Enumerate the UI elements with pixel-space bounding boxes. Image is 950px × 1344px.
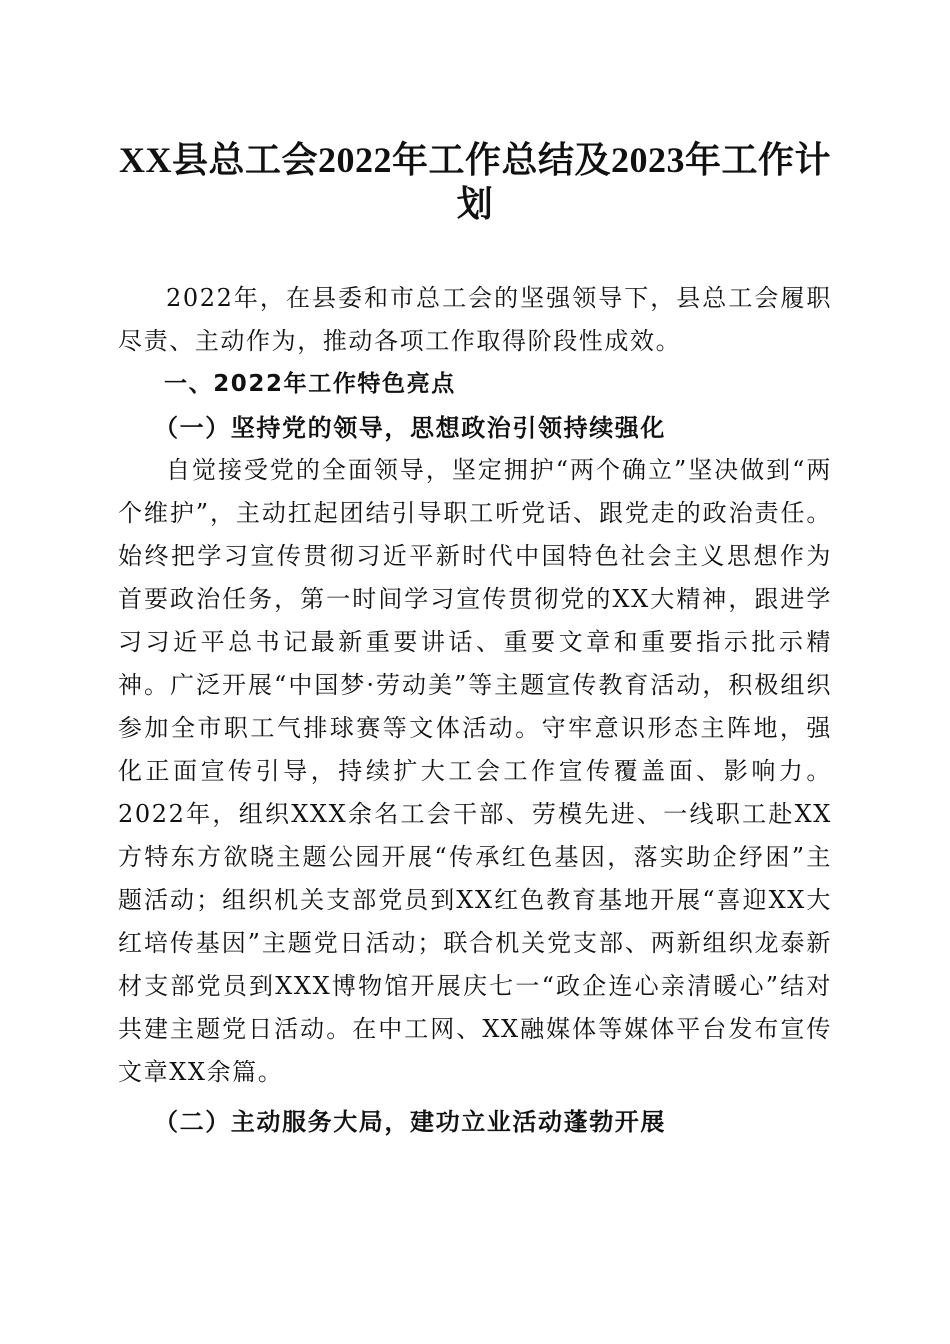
- document-body: [118, 277, 832, 1143]
- document-title: XX县总工会2022年工作总结及2023年工作计划: [119, 140, 831, 224]
- intro-paragraph: 2022年，在县委和市总工会的坚强领导下，县总工会履职尽责、主动作为，推动各项工作取得阶段性成效。: [118, 284, 832, 355]
- subsection-heading-1: （一）坚持党的领导，思想政治引领持续强化: [154, 413, 666, 442]
- subsection-heading-2: （二）主动服务大局，建功立业活动蓬勃开展: [154, 1107, 666, 1136]
- section-heading-1: 一、2022年工作特色亮点: [164, 371, 456, 397]
- subsection-1-paragraph: 自觉接受党的全面领导，坚定拥护“两个确立”坚决做到“两个维护”，主动扛起团结引导职工听党话、跟党走的政治责任。始终把学习宣传贯彻习近平新时代中国特色社会主义思想作为首要政治任务，第一时间学习宣传贯彻党的XX大精神，跟进学习习近平总书记最新重要讲话、重要文章和重要指示批示精神。广泛开展“中国梦·劳动美”等主题宣传教育活动，积极组织参加全市职工气排球赛等文体活动。守牢意识形态主阵地，强化正面宣传引导，持续扩大工会工作宣传覆盖面、影响力。2022年，组织XXX余名工会干部、劳模先进、一线职工赴XX方特东方欲晓主题公园开展“传承红色基因，落实助企纾困”主题活动；组织机关支部党员到XX红色教育基地开展“喜迎XX大红培传基因”主题党日活动；联合机关党支部、两新组织龙泰新材支部党员到XXX博物馆开展庆七一“政企连心亲清暖心”结对共建主题党日活动。在中工网、XX融媒体等媒体平台发布宣传文章XX余篇。: [118, 456, 832, 1086]
